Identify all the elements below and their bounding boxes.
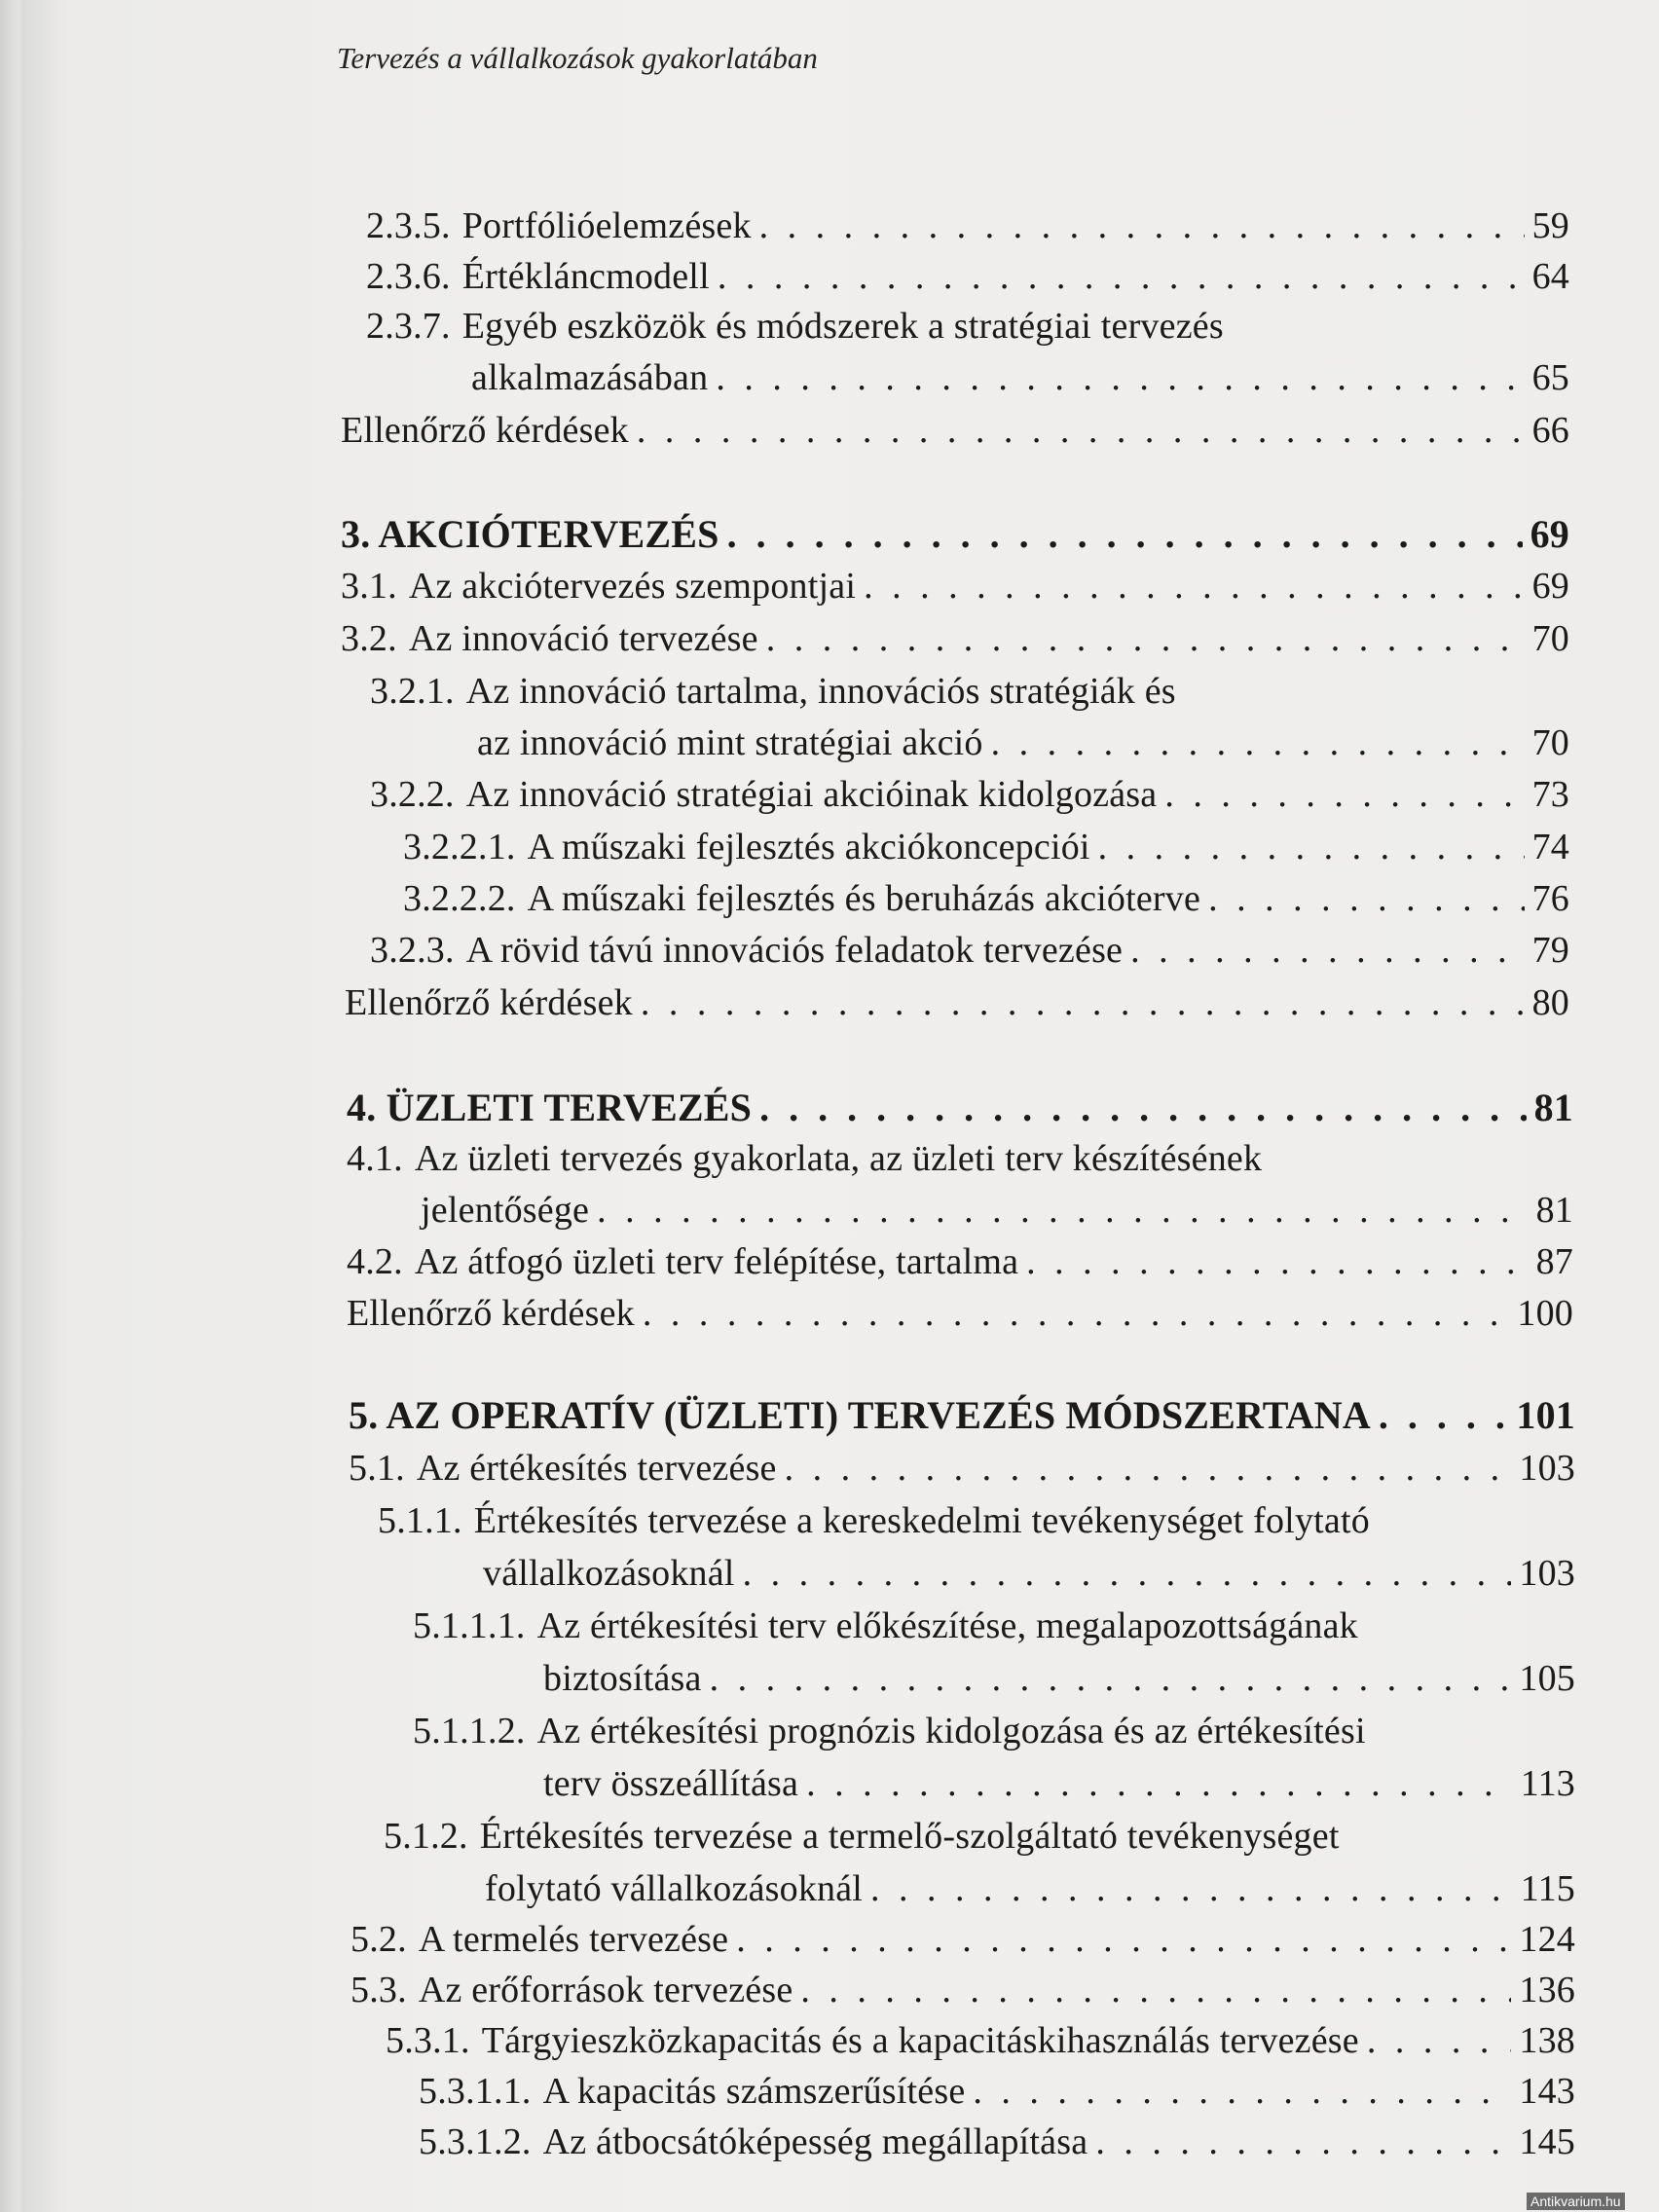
toc-entry bbox=[386, 2019, 1575, 2062]
toc-title: Az innováció tartalma, innovációs stratégiák és bbox=[465, 671, 1176, 712]
toc-page-number: 69 bbox=[1531, 566, 1569, 607]
toc-entry-continuation bbox=[543, 1762, 1575, 1805]
toc-entry bbox=[349, 1447, 1575, 1490]
dot-leader bbox=[1367, 2019, 1512, 2062]
toc-page-number: 65 bbox=[1531, 357, 1569, 398]
toc-page-number: 143 bbox=[1519, 2071, 1575, 2112]
toc-number: 5.1.1. bbox=[378, 1500, 462, 1541]
toc-entry bbox=[347, 1292, 1573, 1335]
toc-number: 5.1.2. bbox=[384, 1816, 468, 1857]
toc-title: Az üzleti tervezés gyakorlata, az üzleti terv készítésének bbox=[414, 1138, 1263, 1179]
toc-page-number: 87 bbox=[1535, 1241, 1573, 1282]
toc-title: Az átfogó üzleti terv felépítése, tartalma bbox=[414, 1241, 1019, 1282]
toc-title: Egyéb eszközök és módszerek a stratégiai tervezés bbox=[461, 306, 1224, 347]
toc-number: 5.1.1.1. bbox=[413, 1605, 526, 1646]
toc-number: 2.3.5. bbox=[366, 205, 451, 246]
toc-title-continuation: alkalmazásában bbox=[471, 357, 709, 398]
toc-title: Ellenőrző kérdések bbox=[347, 1293, 635, 1334]
toc-page-number: 113 bbox=[1520, 1763, 1575, 1804]
toc-page-number: 115 bbox=[1520, 1868, 1575, 1909]
toc-entry bbox=[347, 1240, 1573, 1283]
toc-number: 2.3.6. bbox=[366, 256, 451, 297]
toc-title: A műszaki fejlesztés és beruházás akcióterve bbox=[527, 878, 1201, 919]
toc-number: 5.1. bbox=[349, 1448, 405, 1489]
toc-title: 3. AKCIÓTERVEZÉS bbox=[341, 512, 719, 556]
toc-page-number: 81 bbox=[1535, 1190, 1573, 1231]
dot-leader bbox=[718, 255, 1525, 298]
toc-entry bbox=[413, 1710, 1575, 1752]
toc-entry bbox=[341, 617, 1569, 660]
toc-number: 2.3.7. bbox=[366, 306, 451, 347]
toc-page-number: 70 bbox=[1531, 722, 1569, 763]
dot-leader bbox=[1130, 929, 1524, 972]
toc-number: 3.2.3. bbox=[370, 930, 455, 971]
toc-title: 4. ÜZLETI TERVEZÉS bbox=[347, 1086, 753, 1129]
toc-entry bbox=[366, 255, 1569, 298]
watermark: Antikvarium.hu bbox=[1527, 2193, 1625, 2210]
toc-entry bbox=[341, 409, 1569, 452]
toc-title: Az erőforrások tervezése bbox=[418, 1970, 793, 2010]
toc-title: Tárgyieszközkapacitás és a kapacitáskihasználás tervezése bbox=[481, 2020, 1359, 2061]
toc-title: Az értékesítés tervezése bbox=[416, 1448, 777, 1489]
dot-leader bbox=[991, 721, 1525, 764]
toc-title: Az innováció tervezése bbox=[408, 618, 758, 659]
toc-title-continuation: vállalkozásoknál bbox=[483, 1553, 735, 1594]
dot-leader bbox=[727, 513, 1523, 556]
toc-number: 5.3. bbox=[350, 1970, 407, 2010]
toc-entry bbox=[403, 826, 1569, 868]
toc-number: 3.2.2.2. bbox=[403, 878, 516, 919]
toc-entry bbox=[366, 305, 1569, 348]
toc-page-number: 138 bbox=[1519, 2020, 1575, 2061]
toc-entry bbox=[370, 773, 1569, 816]
toc-page-number: 69 bbox=[1530, 512, 1569, 556]
dot-leader bbox=[1164, 773, 1524, 816]
dot-leader bbox=[806, 1762, 1513, 1805]
dot-leader bbox=[1208, 877, 1525, 920]
toc-page-number: 124 bbox=[1519, 1919, 1575, 1960]
toc-page-number: 73 bbox=[1531, 774, 1569, 815]
toc-title: Az értékesítési terv előkészítése, megalapozottságának bbox=[536, 1605, 1358, 1646]
toc-entry bbox=[341, 565, 1569, 608]
toc-number: 3.2.2.1. bbox=[403, 827, 516, 867]
dot-leader bbox=[1379, 1394, 1508, 1437]
running-header: Tervezés a vállalkozások gyakorlatában bbox=[337, 41, 818, 75]
toc-title: A kapacitás számszerűsítése bbox=[542, 2071, 966, 2112]
dot-leader bbox=[759, 204, 1525, 247]
toc-number: 5.1.1.2. bbox=[413, 1711, 526, 1751]
toc-title: Értékesítés tervezése a kereskedelmi tevékenységet folytató bbox=[473, 1500, 1370, 1541]
toc-chapter bbox=[341, 513, 1569, 556]
toc-entry bbox=[419, 2070, 1575, 2113]
toc-page-number: 79 bbox=[1531, 930, 1569, 971]
toc-page-number: 100 bbox=[1517, 1293, 1573, 1334]
toc-title: Értékesítés tervezése a termelő-szolgáltató tevékenységet bbox=[479, 1816, 1340, 1857]
toc-number: 4.1. bbox=[347, 1138, 403, 1179]
toc-number: 5.3.1. bbox=[386, 2020, 470, 2061]
toc-title: Ellenőrző kérdések bbox=[345, 982, 633, 1023]
toc-page-number: 64 bbox=[1531, 256, 1569, 297]
toc-title: Értékláncmodell bbox=[461, 256, 710, 297]
toc-entry-continuation bbox=[421, 1189, 1573, 1232]
toc-page-number: 59 bbox=[1531, 205, 1569, 246]
dot-leader bbox=[1095, 2120, 1511, 2163]
toc-entry-continuation bbox=[471, 356, 1569, 399]
dot-leader bbox=[716, 356, 1524, 399]
toc-title: Az innováció stratégiai akcióinak kidolgozása bbox=[465, 774, 1158, 815]
toc-title: A termelés tervezése bbox=[418, 1919, 729, 1960]
toc-page-number: 103 bbox=[1519, 1553, 1575, 1594]
toc-page-number: 74 bbox=[1531, 827, 1569, 867]
toc-entry-continuation bbox=[477, 721, 1569, 764]
toc-entry bbox=[378, 1499, 1575, 1542]
toc-entry bbox=[370, 670, 1569, 713]
dot-leader bbox=[637, 409, 1525, 452]
dot-leader bbox=[1098, 826, 1525, 868]
toc-page-number: 105 bbox=[1519, 1658, 1575, 1699]
toc-entry bbox=[345, 981, 1569, 1024]
toc-entry bbox=[419, 2120, 1575, 2163]
dot-leader bbox=[973, 2070, 1511, 2113]
toc-chapter bbox=[347, 1087, 1573, 1129]
toc-page-number: 66 bbox=[1531, 410, 1569, 451]
toc-title: Az akciótervezés szempontjai bbox=[408, 566, 857, 607]
dot-leader bbox=[710, 1657, 1512, 1700]
toc-page-number: 103 bbox=[1519, 1448, 1575, 1489]
toc-entry bbox=[350, 1918, 1575, 1961]
toc-title: Az átbocsátóképesség megállapítása bbox=[542, 2121, 1088, 2162]
toc-entry bbox=[347, 1137, 1573, 1180]
toc-entry bbox=[413, 1604, 1575, 1647]
toc-entry bbox=[403, 877, 1569, 920]
dot-leader bbox=[870, 1867, 1513, 1910]
toc-chapter bbox=[349, 1394, 1575, 1437]
toc-entry bbox=[366, 204, 1569, 247]
toc-page-number: 136 bbox=[1519, 1970, 1575, 2010]
toc-entry-continuation bbox=[543, 1657, 1575, 1700]
dot-leader bbox=[800, 1969, 1511, 2011]
toc-page-number: 145 bbox=[1519, 2121, 1575, 2162]
dot-leader bbox=[1026, 1240, 1528, 1283]
toc-title: Portfólióelemzések bbox=[461, 205, 752, 246]
toc-number: 3.2.2. bbox=[370, 774, 455, 815]
toc-page-number: 76 bbox=[1531, 878, 1569, 919]
toc-title: A rövid távú innovációs feladatok tervezése bbox=[465, 930, 1124, 971]
toc-title-continuation: biztosítása bbox=[543, 1658, 702, 1699]
toc-title: 5. AZ OPERATÍV (ÜZLETI) TERVEZÉS MÓDSZERTANA bbox=[349, 1393, 1371, 1437]
dot-leader bbox=[785, 1447, 1512, 1490]
toc-page-number: 101 bbox=[1516, 1393, 1575, 1437]
toc-title: Ellenőrző kérdések bbox=[341, 410, 629, 451]
dot-leader bbox=[766, 617, 1525, 660]
toc-title-continuation: az innováció mint stratégiai akció bbox=[477, 722, 983, 763]
toc-title: A műszaki fejlesztés akciókoncepciói bbox=[527, 827, 1090, 867]
toc-title-continuation: folytató vállalkozásoknál bbox=[485, 1868, 864, 1909]
toc-title: Az értékesítési prognózis kidolgozása és az értékesítési bbox=[536, 1711, 1366, 1751]
toc-number: 3.2.1. bbox=[370, 671, 455, 712]
toc-number: 5.3.1.2. bbox=[419, 2121, 532, 2162]
toc-entry bbox=[370, 929, 1569, 972]
dot-leader bbox=[643, 1292, 1510, 1335]
toc-page-number: 81 bbox=[1533, 1086, 1573, 1129]
toc-number: 5.3.1.1. bbox=[419, 2071, 532, 2112]
toc-page-number: 80 bbox=[1531, 982, 1569, 1023]
dot-leader bbox=[864, 565, 1525, 608]
dot-leader bbox=[597, 1189, 1528, 1232]
dot-leader bbox=[641, 981, 1525, 1024]
dot-leader bbox=[736, 1918, 1511, 1961]
toc-number: 4.2. bbox=[347, 1241, 403, 1282]
toc-number: 5.2. bbox=[350, 1919, 407, 1960]
toc-page-number: 70 bbox=[1531, 618, 1569, 659]
toc-entry-continuation bbox=[485, 1867, 1575, 1910]
dot-leader bbox=[743, 1552, 1512, 1595]
dot-leader bbox=[759, 1087, 1527, 1129]
toc-number: 3.1. bbox=[341, 566, 397, 607]
toc-title-continuation: terv összeállítása bbox=[543, 1763, 799, 1804]
toc-title-continuation: jelentősége bbox=[421, 1190, 590, 1231]
toc-entry bbox=[350, 1969, 1575, 2011]
toc-entry bbox=[384, 1815, 1575, 1858]
toc-number: 3.2. bbox=[341, 618, 397, 659]
toc-entry-continuation bbox=[483, 1552, 1575, 1595]
